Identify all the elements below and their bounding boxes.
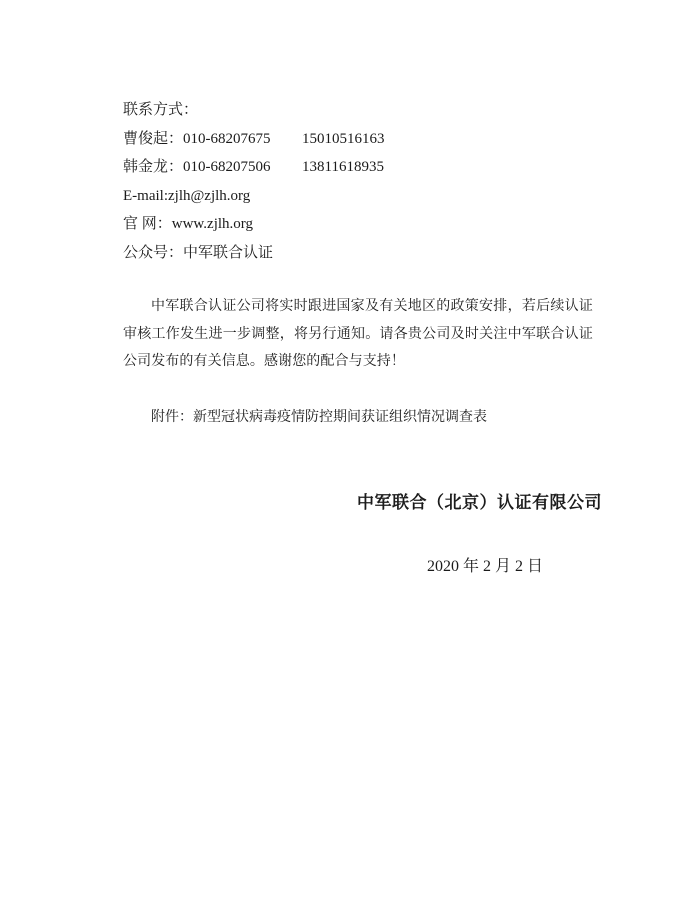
email-address: zjlh@zjlh.org <box>168 187 251 204</box>
mobile-phone-number: 15010516163 <box>302 130 385 147</box>
contact-row-han <box>123 153 384 182</box>
wechat-account-name: 中军联合认证 <box>183 244 274 261</box>
office-phone-number: 010-68207675 <box>183 130 271 147</box>
signature-date: 2020 年 2 月 2 日 <box>427 558 544 575</box>
body-paragraph: 中军联合认证公司将实时跟进国家及有关地区的政策安排，若后续认证审核工作发生进一步调整，将另行通知。请各贵公司及时关注中军联合认证公司发布的有关信息。感谢您的配合与支持！ <box>123 299 593 369</box>
attachment-title: 新型冠状病毒疫情防控期间获证组织情况调查表 <box>193 410 487 425</box>
website-label: 官 网： <box>123 216 172 232</box>
mobile-phone-number: 13811618935 <box>302 159 384 175</box>
wechat-line <box>123 239 273 268</box>
company-signature: 中军联合（北京）认证有限公司 <box>357 493 602 512</box>
email-line <box>123 182 273 211</box>
contact-person-name: 韩金龙： <box>123 159 184 175</box>
office-phone-number: 010-68207506 <box>183 159 271 175</box>
attachment-label: 附件： <box>151 410 193 425</box>
attachment-line <box>123 404 593 432</box>
wechat-label: 公众号： <box>123 244 184 261</box>
contact-person-name: 曹俊起： <box>123 130 184 147</box>
contact-heading: 联系方式： <box>123 102 199 118</box>
contact-row-cao <box>123 125 385 154</box>
contact-section <box>123 96 385 267</box>
website-url: www.zjlh.org <box>171 216 254 232</box>
website-line <box>123 210 273 239</box>
email-label: E-mail: <box>123 187 168 204</box>
